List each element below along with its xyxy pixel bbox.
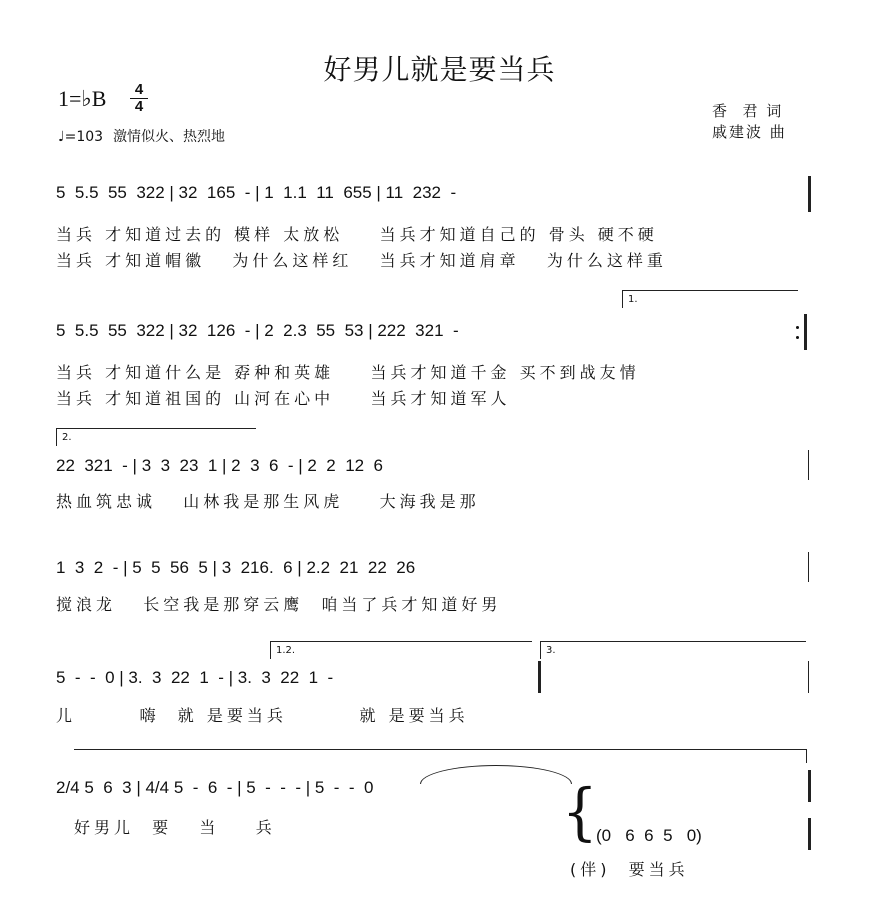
lyric-line-1b: 当兵 才知道帽徽 为什么这样红 当兵才知道肩章 为什么这样重: [56, 251, 667, 270]
tempo-value: ♩=103: [58, 129, 104, 145]
lyric-line-6: 好男儿 要 当 兵: [74, 818, 276, 837]
lyric-line-2a: 当兵 才知道什么是 孬种和英雄 当兵才知道千金 买不到战友情: [56, 363, 640, 382]
key-signature: 1=♭B: [58, 86, 107, 111]
notation-line-5: 5 - - 0 | 3. 3 22 1 - | 3. 3 22 1 -: [56, 668, 334, 687]
notation-line-6: 2/4 5 6 3 | 4/4 5 - 6 - | 5 - - - | 5 - - 0: [56, 778, 374, 797]
volta-bracket: [540, 641, 806, 642]
barline: [808, 552, 809, 582]
repeat-barline: [804, 314, 807, 350]
volta-bracket: [270, 641, 532, 642]
bracket-line: [74, 749, 806, 750]
barline: [808, 176, 811, 212]
lyric-line-1a: 当兵 才知道过去的 模样 太放松 当兵才知道自己的 骨头 硬不硬: [56, 225, 658, 244]
notation-line-2: 5 5.5 55 322 | 32 126 - | 2 2.3 55 53 | 222 321 -: [56, 321, 459, 340]
composer: 戚建波 曲: [712, 123, 787, 141]
notation-line-4: 1 3 2 - | 5 5 56 5 | 3 216. 6 | 2.2 21 22 26: [56, 558, 416, 577]
volta-2: 2.: [62, 432, 72, 443]
tie: [420, 765, 572, 784]
bracket-edge: [806, 749, 807, 763]
lyric-line-2b: 当兵 才知道祖国的 山河在心中 当兵才知道军人: [56, 389, 511, 408]
final-barline: [808, 770, 811, 802]
song-title: 好男儿就是要当兵: [323, 53, 556, 86]
repeat-barline: [538, 661, 541, 693]
barline: [808, 661, 809, 693]
lyric-line-5: 儿 嗨 就 是要当兵 就 是要当兵: [56, 706, 469, 725]
volta-bracket-edge: [540, 641, 541, 659]
expression-marking: 激情似火、热烈地: [113, 129, 226, 145]
lyric-line-4: 搅浪龙 长空我是那穿云鹰 咱当了兵才知道好男: [56, 595, 502, 614]
time-signature: 4 4: [130, 82, 148, 115]
volta-bracket-edge: [270, 641, 271, 659]
accompaniment-line: (0 6 6 5 0): [596, 826, 702, 845]
barline: [808, 450, 809, 480]
credits: [712, 101, 787, 143]
volta-bracket: [56, 428, 256, 429]
volta-bracket-edge: [56, 428, 57, 446]
volta-3: 3.: [546, 645, 556, 656]
volta-bracket: [622, 290, 798, 291]
repeat-dot: [796, 336, 799, 339]
repeat-dot: [796, 326, 799, 329]
volta-1-2: 1.2.: [276, 645, 296, 656]
notation-line-3: 22 321 - | 3 3 23 1 | 2 3 6 - | 2 2 12 6: [56, 456, 384, 475]
volta-1: 1.: [628, 294, 638, 305]
brace: {: [562, 776, 598, 849]
tempo-marking: [58, 126, 225, 146]
volta-bracket-edge: [622, 290, 623, 308]
accompaniment-lyric: (伴) 要当兵: [570, 860, 689, 879]
lyric-line-3: 热血筑忠诚 山林我是那生风虎 大海我是那: [56, 492, 480, 511]
notation-line-1: 5 5.5 55 322 | 32 165 - | 1 1.1 11 655 | 11 232 -: [56, 183, 457, 202]
lyricist: 香 君 词: [712, 102, 784, 120]
final-barline: [808, 818, 811, 850]
